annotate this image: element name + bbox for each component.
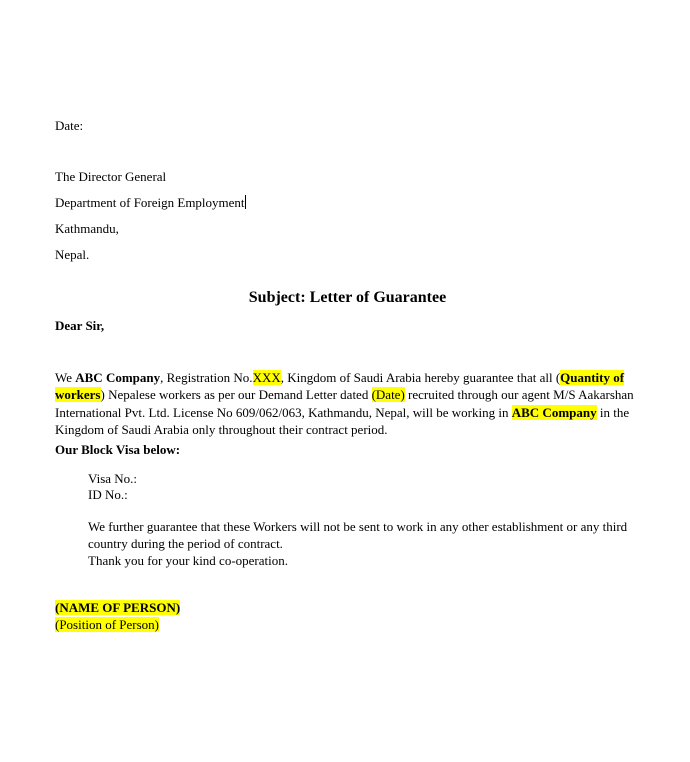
text-run: , Kingdom of Saudi Arabia hereby guarantee that all ( [280, 370, 561, 385]
thanks-line: Thank you for your kind co-operation. [88, 553, 289, 569]
closing-paragraph-block [88, 518, 644, 569]
signature-position-placeholder[interactable] [55, 616, 640, 633]
signature-name-placeholder[interactable] [55, 599, 640, 616]
further-guarantee-line: We further guarantee that these Workers will not be sent to work in any other establishment or any third country during the period of contract. [88, 519, 628, 552]
text-run: recruited through our agent M/S Aakarshan International Pvt. Ltd. License No 609/062/063, Kathmandu, Nepal, will be working in [55, 387, 634, 420]
date-placeholder[interactable]: (Date) [371, 387, 405, 403]
company-name-placeholder[interactable]: ABC Company [511, 404, 597, 420]
recipient-line-director-general: The Director General [55, 169, 167, 184]
signature-block [55, 599, 640, 633]
visa-details-block [88, 471, 640, 503]
recipient-line-country: Nepal. [55, 247, 90, 262]
text-run: , Registration No. [160, 370, 253, 385]
salutation: Dear Sir, [55, 318, 105, 333]
visa-no-label: Visa No.: [88, 471, 138, 487]
quantity-of-workers-placeholder[interactable]: Quantity of workers [55, 370, 625, 403]
signature-name-text[interactable]: (NAME OF PERSON) [55, 600, 181, 616]
text-run: ) Nepalese workers as per our Demand Letter dated [100, 387, 372, 403]
guarantee-paragraph [55, 369, 640, 438]
id-no-label: ID No.: [88, 487, 128, 503]
signature-position-text[interactable]: (Position of Person) [55, 617, 159, 633]
registration-number-placeholder[interactable]: XXX [252, 370, 281, 385]
text-run: in the Kingdom of Saudi Arabia only throughout their contract period. [55, 404, 630, 437]
text-run: We [55, 370, 76, 385]
block-visa-heading: Our Block Visa below: [55, 442, 181, 458]
recipient-address-block [55, 168, 640, 263]
subject-heading: Subject: Letter of Guarantee [248, 289, 447, 306]
recipient-line-department [55, 194, 640, 211]
recipient-line-city: Kathmandu, [55, 221, 119, 236]
text-cursor [245, 195, 246, 209]
company-name: ABC Company [75, 370, 161, 385]
recipient-line-department-text: Department of Foreign Employment [55, 195, 245, 210]
date-line: Date: [55, 118, 84, 133]
